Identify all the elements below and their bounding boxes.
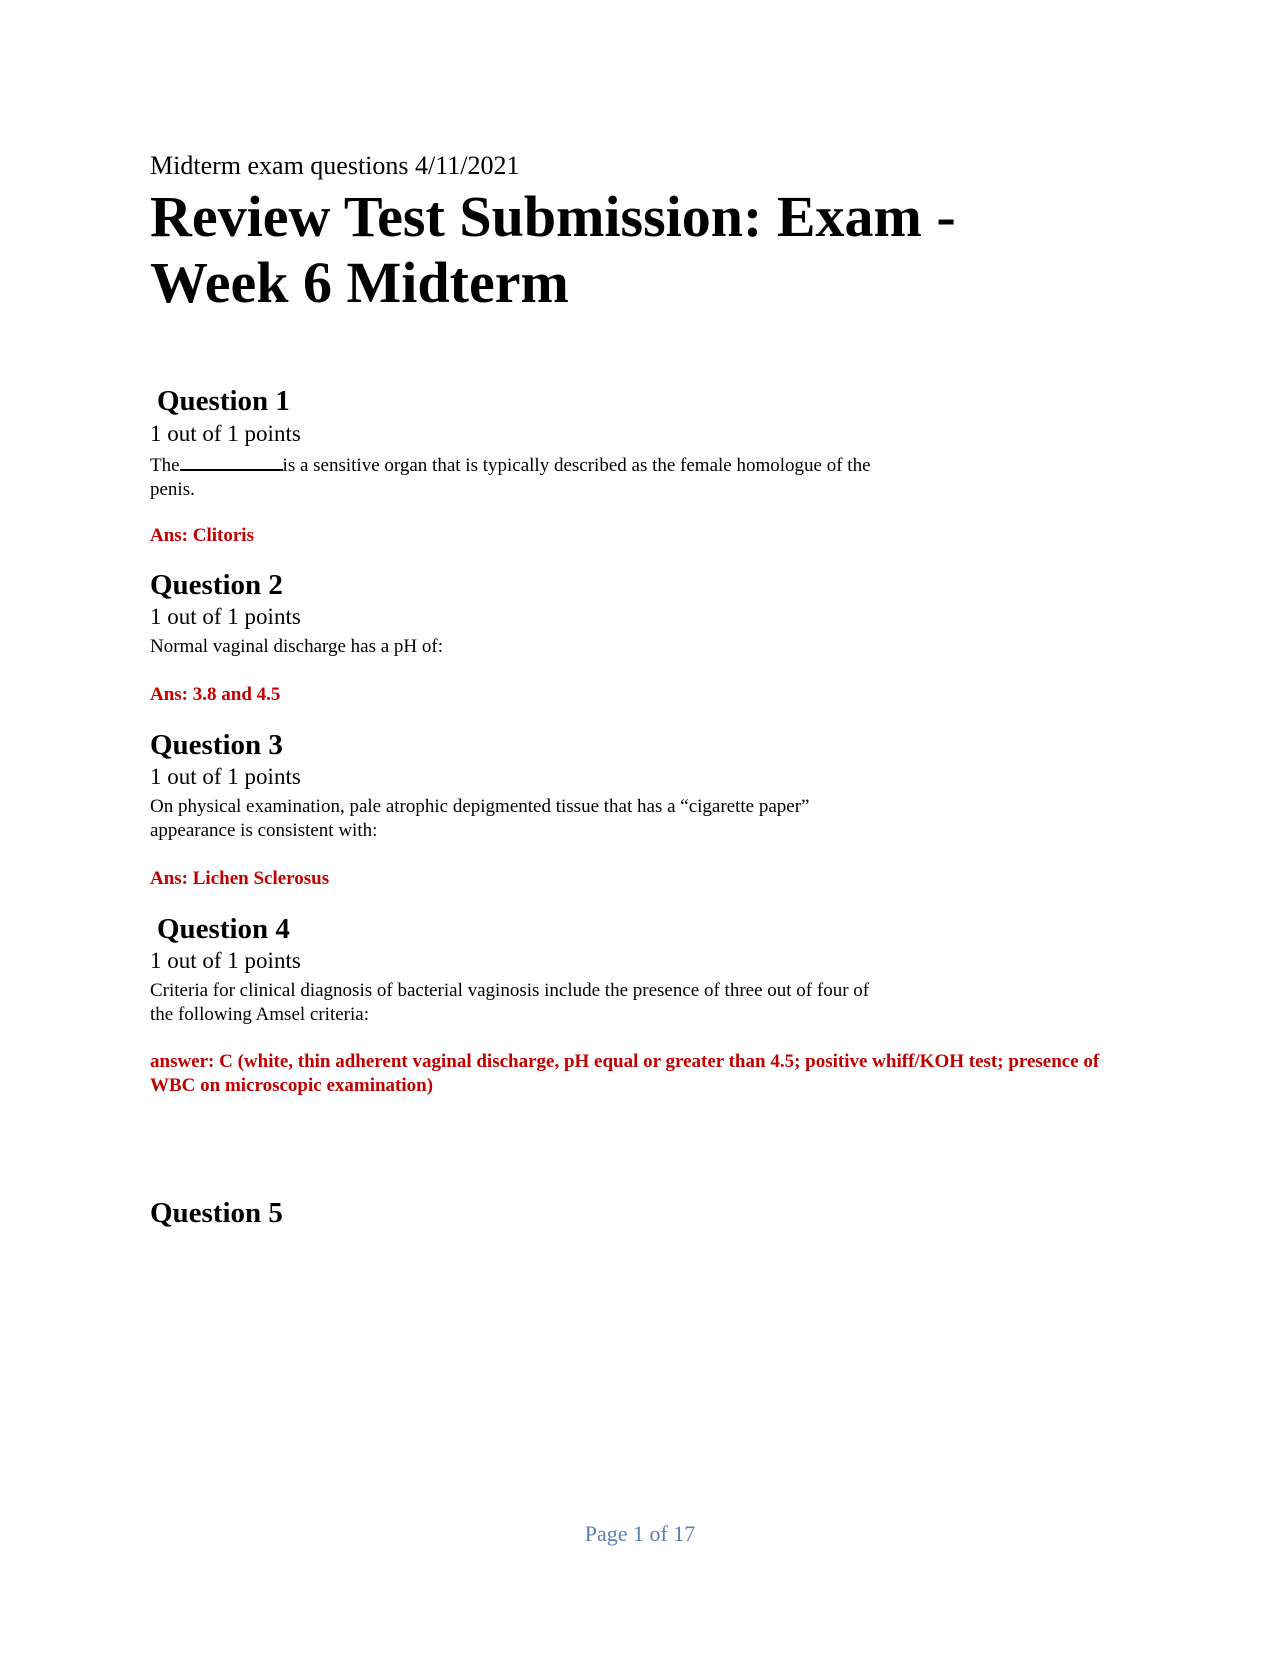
question-5-heading: Question 5 [150, 1197, 283, 1229]
document-title: Review Test Submission: Exam - Week 6 Midterm [150, 184, 956, 315]
question-2-points: 1 out of 1 points [150, 604, 301, 629]
question-1-text-end: is a sensitive organ that is typically described as the female homologue of the penis. [150, 455, 871, 500]
question-2-text: Normal vaginal discharge has a pH of: [150, 636, 444, 657]
question-3-points: 1 out of 1 points [150, 764, 301, 789]
question-1-answer: Ans: Clitoris [150, 525, 254, 546]
question-1-points: 1 out of 1 points [150, 421, 301, 446]
question-4-points: 1 out of 1 points [150, 948, 301, 973]
question-4-answer: answer: C (white, thin adherent vaginal discharge, pH equal or greater than 4.5; positive whiff/KOH test; presence of WBC on microscopic examination) [150, 1051, 1100, 1096]
question-3-text: On physical examination, pale atrophic depigmented tissue that has a “cigarette paper” appearance is consistent with: [150, 796, 810, 841]
page-number: Page 1 of 17 [584, 1521, 696, 1546]
question-4-text: Criteria for clinical diagnosis of bacterial vaginosis include the presence of three out of four of the following Amsel criteria: [150, 980, 870, 1025]
question-4-heading: Question 4 [157, 913, 290, 945]
question-2-answer: Ans: 3.8 and 4.5 [150, 684, 281, 705]
question-1-text [150, 452, 910, 502]
document-subtitle: Midterm exam questions 4/11/2021 [150, 151, 520, 180]
question-3-answer: Ans: Lichen Sclerosus [150, 868, 330, 889]
question-1-text-start: The [150, 455, 180, 476]
question-3-heading: Question 3 [150, 729, 283, 761]
answer-blank [180, 452, 283, 471]
question-2-heading: Question 2 [150, 569, 283, 601]
question-1-heading: Question 1 [157, 385, 290, 417]
